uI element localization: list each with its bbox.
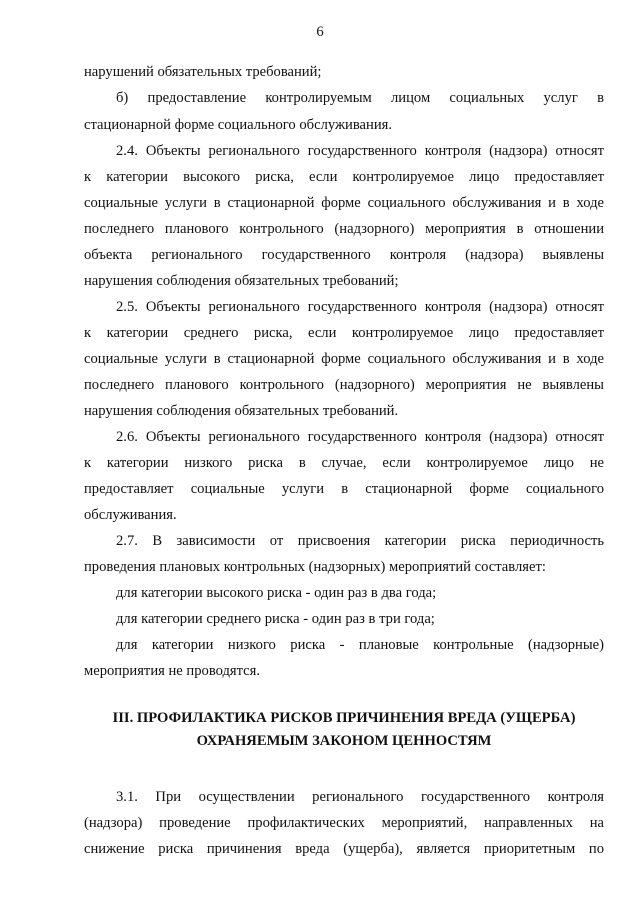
page-number: 6 (316, 24, 324, 40)
text-line: социальные услуги в стационарной форме социального обслуживания и в ходе (84, 195, 604, 211)
text-line: к категории высокого риска, если контролируемое лицо предоставляет (84, 169, 604, 185)
text-line: б) предоставление контролируемым лицом социальных услуг в (116, 90, 604, 106)
text-line: для категории низкого риска - плановые контрольные (надзорные) (116, 637, 604, 653)
text-line: 2.7. В зависимости от присвоения категории риска периодичность (116, 533, 604, 549)
text-line: последнего планового контрольного (надзорного) мероприятия в отношении (84, 221, 604, 237)
text-line: объекта регионального государственного контроля (надзора) выявлены (84, 247, 604, 263)
text-line: стационарной форме социального обслуживания. (84, 117, 393, 133)
text-line: обслуживания. (84, 507, 177, 523)
text-line: нарушений обязательных требований; (84, 64, 322, 80)
text-line: 2.4. Объекты регионального государственного контроля (надзора) относят (116, 143, 604, 159)
text-line: нарушения соблюдения обязательных требований; (84, 273, 399, 289)
text-line: социальные услуги в стационарной форме социального обслуживания и в ходе (84, 351, 604, 367)
text-line: проведения плановых контрольных (надзорных) мероприятий составляет: (84, 559, 546, 575)
text-line: нарушения соблюдения обязательных требований. (84, 403, 399, 419)
text-line: к категории среднего риска, если контролируемое лицо предоставляет (84, 325, 604, 341)
section-heading-line-1: III. ПРОФИЛАКТИКА РИСКОВ ПРИЧИНЕНИЯ ВРЕДА (УЩЕРБА) (112, 710, 576, 726)
text-line: для категории высокого риска - один раз в два года; (116, 585, 437, 601)
text-line: последнего планового контрольного (надзорного) мероприятия не выявлены (84, 377, 604, 393)
text-line: (надзора) проведение профилактических мероприятий, направленных на (84, 815, 604, 831)
text-line: предоставляет социальные услуги в стационарной форме социального (84, 481, 604, 497)
text-line: к категории низкого риска в случае, если контролируемое лицо не (84, 455, 604, 471)
section-heading-line-2: ОХРАНЯЕМЫМ ЗАКОНОМ ЦЕННОСТЯМ (196, 733, 492, 749)
text-line: 2.6. Объекты регионального государственного контроля (надзора) относят (116, 429, 604, 445)
text-line: снижение риска причинения вреда (ущерба), является приоритетным по (84, 841, 604, 857)
text-line: для категории среднего риска - один раз в три года; (116, 611, 435, 627)
text-line: мероприятия не проводятся. (84, 663, 261, 679)
text-line: 2.5. Объекты регионального государственного контроля (надзора) относят (116, 299, 604, 315)
text-line: 3.1. При осуществлении регионального государственного контроля (116, 789, 604, 805)
